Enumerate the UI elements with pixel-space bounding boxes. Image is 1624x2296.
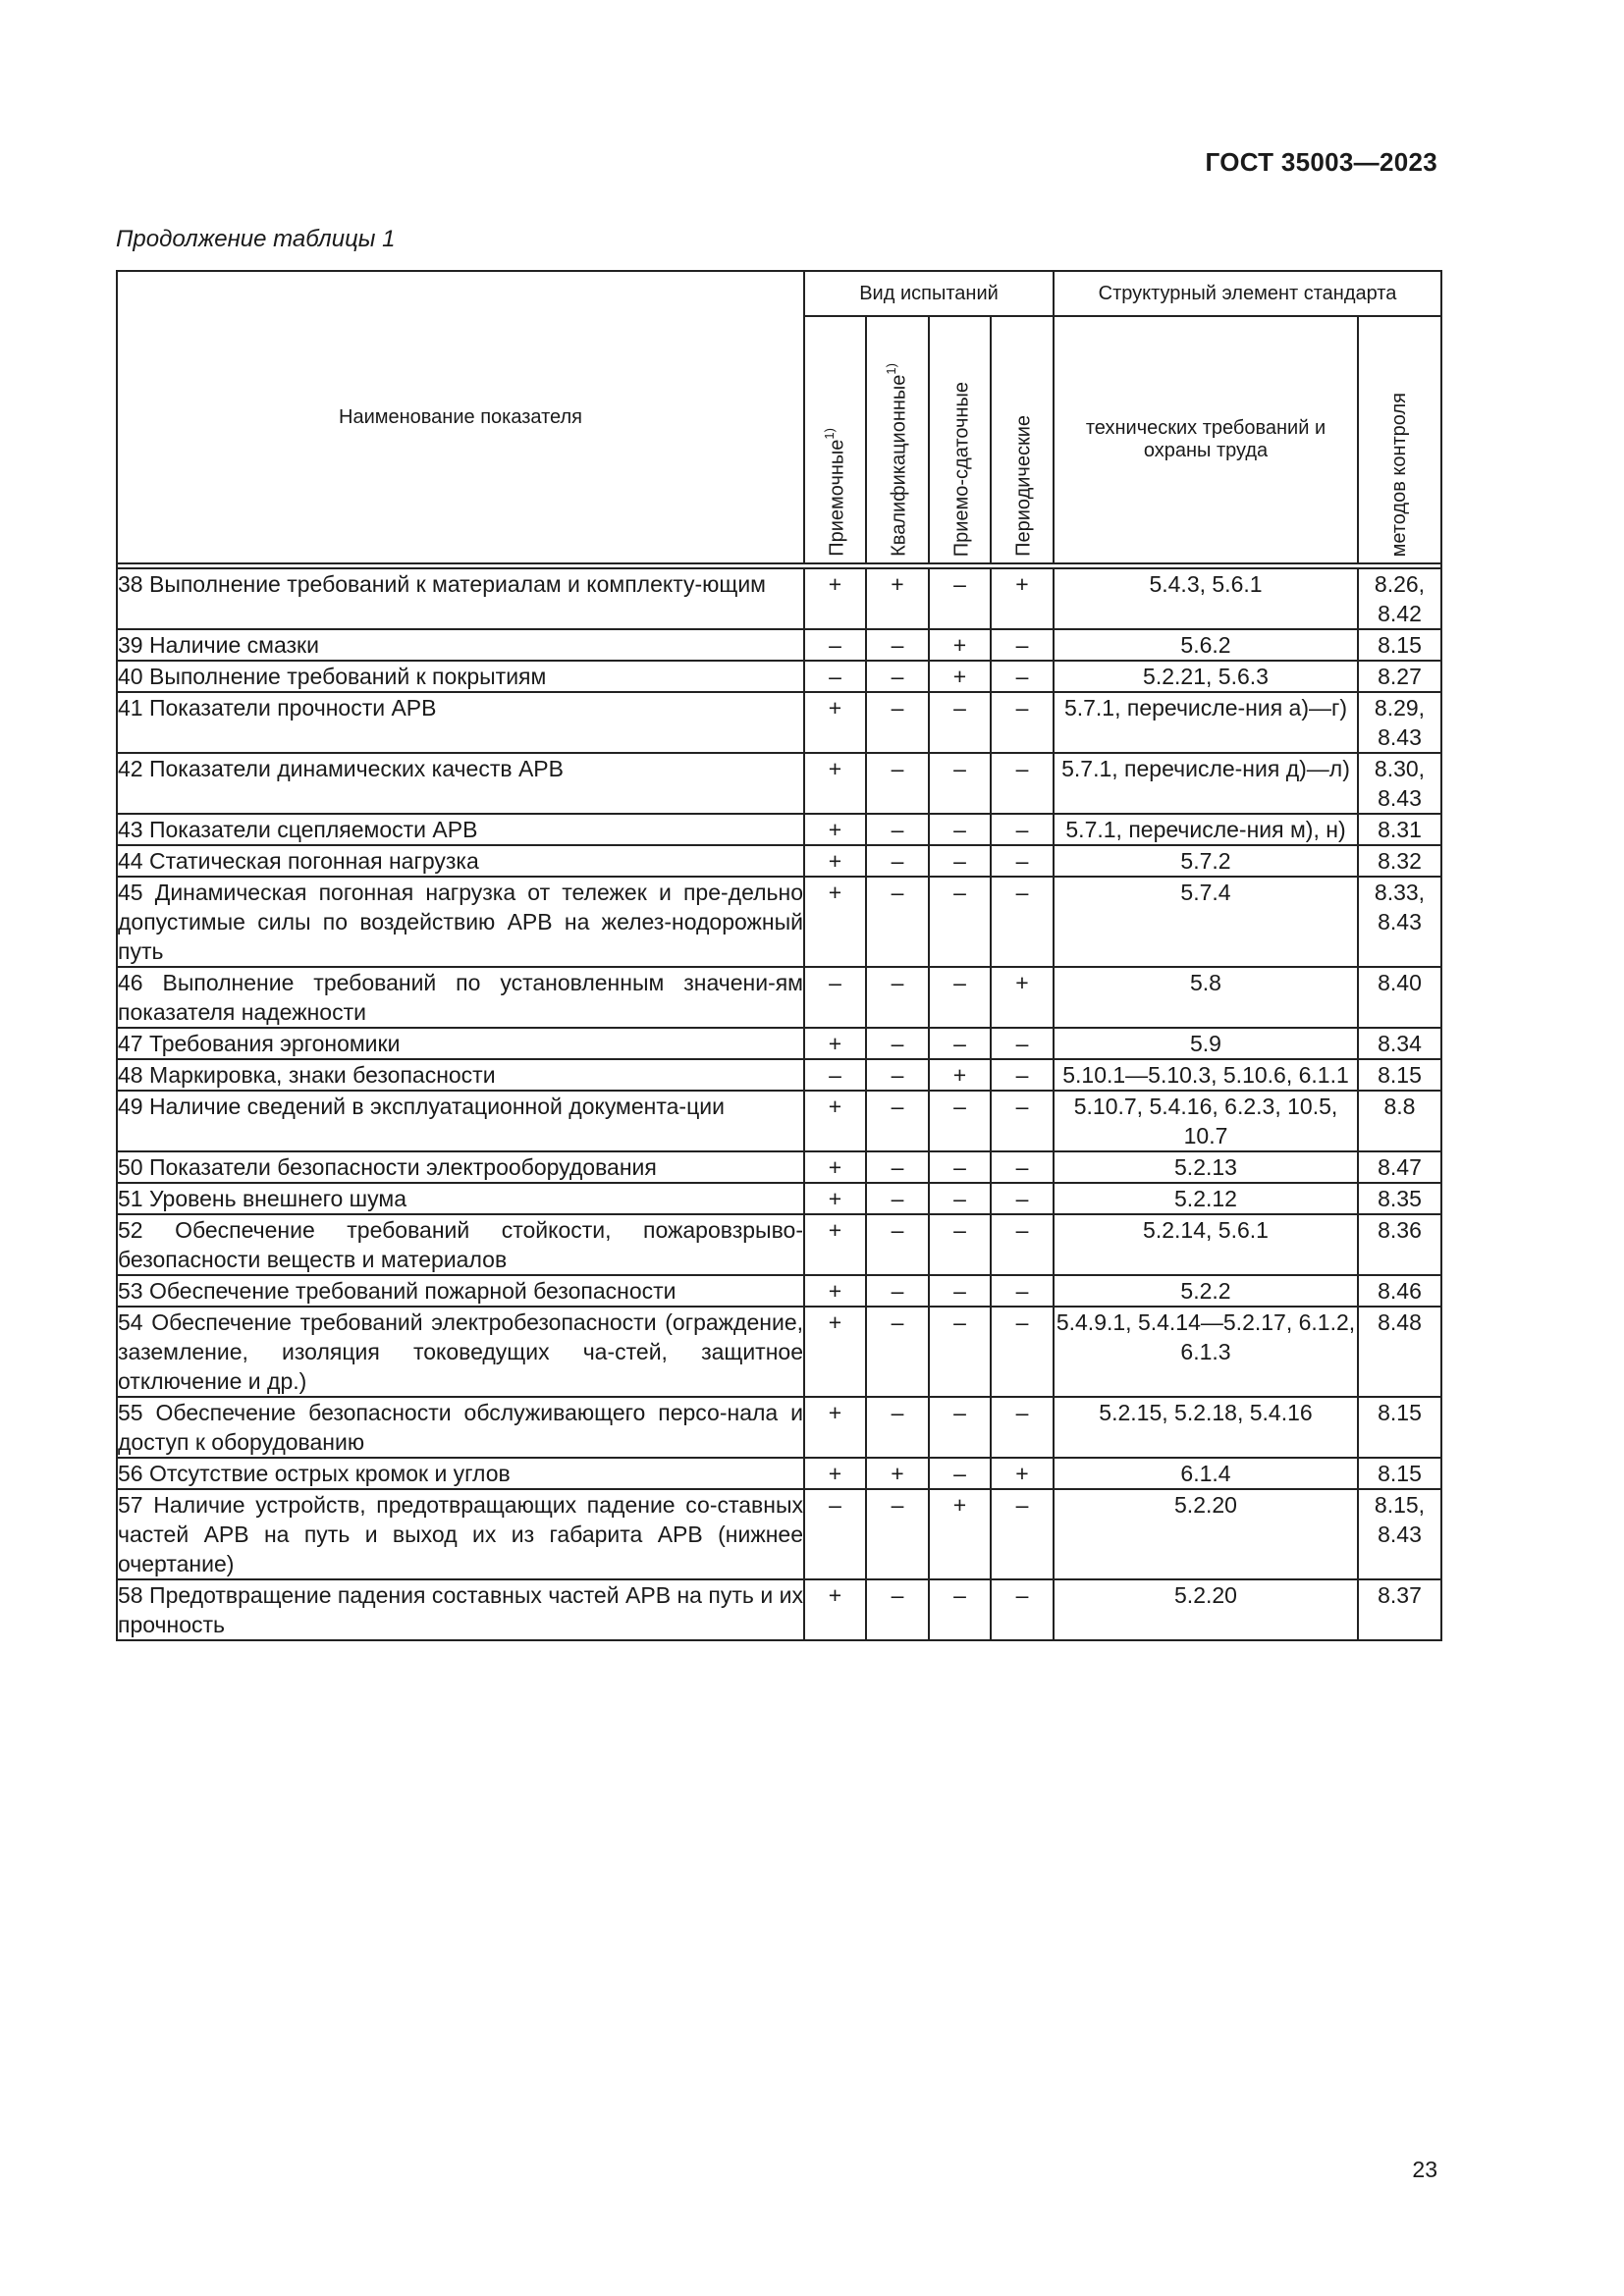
test-mark-cell: +: [804, 877, 866, 967]
test-mark-cell: –: [804, 661, 866, 692]
test-mark-cell: –: [991, 1307, 1054, 1397]
test-mark-cell: –: [991, 1214, 1054, 1275]
control-method-cell: 8.40: [1358, 967, 1441, 1028]
table-row: [117, 1059, 1441, 1091]
test-mark-cell: +: [991, 568, 1054, 629]
control-method-cell: 8.15: [1358, 1059, 1441, 1091]
test-mark-cell: +: [804, 1028, 866, 1059]
test-mark-cell: –: [929, 877, 991, 967]
table-row: [117, 877, 1441, 967]
test-mark-cell: +: [804, 814, 866, 845]
test-mark-cell: +: [804, 1458, 866, 1489]
test-mark-cell: –: [991, 1028, 1054, 1059]
test-mark-cell: +: [804, 692, 866, 753]
technical-requirements-cell: 5.4.3, 5.6.1: [1054, 568, 1358, 629]
test-mark-cell: –: [866, 877, 929, 967]
test-mark-cell: –: [866, 692, 929, 753]
table-row: [117, 753, 1441, 814]
control-method-cell: 8.47: [1358, 1151, 1441, 1183]
test-mark-cell: +: [804, 1579, 866, 1640]
test-mark-cell: –: [866, 1028, 929, 1059]
test-mark-cell: –: [929, 845, 991, 877]
table-row: [117, 1214, 1441, 1275]
indicator-name-cell: 49 Наличие сведений в эксплуатационной документа-ции: [117, 1091, 804, 1151]
indicators-table: [116, 270, 1442, 1641]
table-row: [117, 1091, 1441, 1151]
test-mark-cell: –: [991, 1397, 1054, 1458]
test-mark-cell: –: [804, 1489, 866, 1579]
control-method-cell: 8.32: [1358, 845, 1441, 877]
table-row: [117, 1183, 1441, 1214]
table-continuation-label: Продолжение таблицы 1: [116, 226, 396, 252]
test-mark-cell: +: [804, 1397, 866, 1458]
technical-requirements-cell: 5.2.14, 5.6.1: [1054, 1214, 1358, 1275]
test-mark-cell: –: [929, 568, 991, 629]
test-mark-cell: –: [991, 1091, 1054, 1151]
control-method-cell: 8.48: [1358, 1307, 1441, 1397]
test-mark-cell: –: [991, 661, 1054, 692]
table-row: [117, 1489, 1441, 1579]
technical-requirements-cell: 5.2.12: [1054, 1183, 1358, 1214]
test-mark-cell: –: [866, 1183, 929, 1214]
test-mark-cell: –: [866, 1275, 929, 1307]
test-mark-cell: –: [991, 1579, 1054, 1640]
control-method-cell: 8.26, 8.42: [1358, 568, 1441, 629]
test-mark-cell: –: [929, 1307, 991, 1397]
column-header-technical-requirements: технических требований и охраны труда: [1054, 316, 1358, 563]
test-mark-cell: –: [804, 629, 866, 661]
control-method-cell: 8.29, 8.43: [1358, 692, 1441, 753]
control-method-cell: 8.15: [1358, 1397, 1441, 1458]
technical-requirements-cell: 5.8: [1054, 967, 1358, 1028]
test-mark-cell: +: [804, 1091, 866, 1151]
table-row: [117, 1458, 1441, 1489]
indicator-name-cell: 45 Динамическая погонная нагрузка от тележек и пре-дельно допустимые силы по воздействию АРВ на желез-нодорожный путь: [117, 877, 804, 967]
technical-requirements-cell: 5.7.1, перечисле-ния м), н): [1054, 814, 1358, 845]
indicator-name-cell: 58 Предотвращение падения составных частей АРВ на путь и их прочность: [117, 1579, 804, 1640]
test-mark-cell: –: [991, 845, 1054, 877]
table-body: [117, 568, 1441, 1640]
control-method-cell: 8.15, 8.43: [1358, 1489, 1441, 1579]
technical-requirements-cell: 5.7.4: [1054, 877, 1358, 967]
test-mark-cell: –: [804, 1059, 866, 1091]
control-method-cell: 8.30, 8.43: [1358, 753, 1441, 814]
indicator-name-cell: 52 Обеспечение требований стойкости, пожаровзрыво-безопасности веществ и материалов: [117, 1214, 804, 1275]
test-mark-cell: –: [929, 1183, 991, 1214]
footnote-mark: 1): [821, 428, 837, 440]
indicator-name-cell: 43 Показатели сцепляемости АРВ: [117, 814, 804, 845]
test-mark-cell: –: [991, 877, 1054, 967]
table-row: [117, 814, 1441, 845]
table-row: [117, 845, 1441, 877]
column-group-structural-element: Структурный элемент стандарта: [1054, 271, 1441, 316]
indicator-name-cell: 39 Наличие смазки: [117, 629, 804, 661]
control-method-cell: 8.36: [1358, 1214, 1441, 1275]
indicator-name-cell: 48 Маркировка, знаки безопасности: [117, 1059, 804, 1091]
indicator-name-cell: 56 Отсутствие острых кромок и углов: [117, 1458, 804, 1489]
technical-requirements-cell: 5.6.2: [1054, 629, 1358, 661]
column-header-delivery: [929, 316, 991, 563]
footnote-mark: 1): [884, 363, 899, 375]
document-code: ГОСТ 35003—2023: [1205, 147, 1437, 177]
indicator-name-cell: 44 Статическая погонная нагрузка: [117, 845, 804, 877]
control-method-cell: 8.37: [1358, 1579, 1441, 1640]
control-method-cell: 8.8: [1358, 1091, 1441, 1151]
test-type-label: Приемочные: [826, 439, 848, 557]
column-header-name: Наименование показателя: [117, 271, 804, 563]
test-mark-cell: –: [929, 753, 991, 814]
test-mark-cell: –: [804, 967, 866, 1028]
test-mark-cell: –: [991, 1151, 1054, 1183]
test-mark-cell: –: [866, 1151, 929, 1183]
test-mark-cell: –: [991, 629, 1054, 661]
test-mark-cell: –: [929, 692, 991, 753]
table-row: [117, 1028, 1441, 1059]
test-mark-cell: –: [929, 1214, 991, 1275]
test-type-label: Приемо-сдаточные: [950, 381, 973, 557]
test-mark-cell: +: [804, 1214, 866, 1275]
indicator-name-cell: 54 Обеспечение требований электробезопасности (ограждение, заземление, изоляция токоведущих ча-стей, защитное отключение и др.): [117, 1307, 804, 1397]
test-mark-cell: +: [929, 1489, 991, 1579]
test-mark-cell: +: [991, 967, 1054, 1028]
indicator-name-cell: 38 Выполнение требований к материалам и комплекту-ющим: [117, 568, 804, 629]
column-header-periodic: [991, 316, 1054, 563]
test-mark-cell: +: [866, 1458, 929, 1489]
table-row: [117, 629, 1441, 661]
test-mark-cell: +: [929, 629, 991, 661]
test-mark-cell: –: [929, 1275, 991, 1307]
table-row: [117, 1579, 1441, 1640]
test-mark-cell: +: [804, 753, 866, 814]
technical-requirements-cell: 5.2.2: [1054, 1275, 1358, 1307]
test-type-label: Квалификационные: [888, 374, 910, 557]
test-mark-cell: +: [804, 845, 866, 877]
test-mark-cell: +: [929, 1059, 991, 1091]
control-method-cell: 8.46: [1358, 1275, 1441, 1307]
indicator-name-cell: 57 Наличие устройств, предотвращающих падение со-ставных частей АРВ на путь и выход их из габарита АРВ (нижнее очертание): [117, 1489, 804, 1579]
test-mark-cell: –: [866, 1307, 929, 1397]
test-mark-cell: –: [991, 1059, 1054, 1091]
indicator-name-cell: 40 Выполнение требований к покрытиям: [117, 661, 804, 692]
indicator-name-cell: 42 Показатели динамических качеств АРВ: [117, 753, 804, 814]
test-mark-cell: +: [804, 1307, 866, 1397]
table-row: [117, 692, 1441, 753]
test-mark-cell: +: [804, 1151, 866, 1183]
test-mark-cell: +: [991, 1458, 1054, 1489]
technical-requirements-cell: 5.2.15, 5.2.18, 5.4.16: [1054, 1397, 1358, 1458]
test-mark-cell: –: [866, 1059, 929, 1091]
test-mark-cell: –: [929, 1458, 991, 1489]
control-method-cell: 8.33, 8.43: [1358, 877, 1441, 967]
indicator-name-cell: 47 Требования эргономики: [117, 1028, 804, 1059]
test-type-label: Периодические: [1012, 415, 1035, 557]
test-mark-cell: –: [929, 967, 991, 1028]
test-mark-cell: –: [991, 692, 1054, 753]
table-row: [117, 1275, 1441, 1307]
test-mark-cell: –: [866, 1397, 929, 1458]
indicator-name-cell: 46 Выполнение требований по установленным значени-ям показателя надежности: [117, 967, 804, 1028]
control-method-cell: 8.15: [1358, 629, 1441, 661]
indicator-name-cell: 51 Уровень внешнего шума: [117, 1183, 804, 1214]
test-mark-cell: –: [929, 1151, 991, 1183]
indicator-name-cell: 41 Показатели прочности АРВ: [117, 692, 804, 753]
test-mark-cell: –: [991, 1489, 1054, 1579]
page-number: 23: [1412, 2157, 1437, 2182]
test-mark-cell: –: [991, 1183, 1054, 1214]
control-method-cell: 8.31: [1358, 814, 1441, 845]
test-mark-cell: +: [866, 568, 929, 629]
test-mark-cell: +: [804, 1183, 866, 1214]
technical-requirements-cell: 5.10.7, 5.4.16, 6.2.3, 10.5, 10.7: [1054, 1091, 1358, 1151]
column-header-acceptance: [804, 316, 866, 563]
column-group-test-types: Вид испытаний: [804, 271, 1054, 316]
indicator-name-cell: 55 Обеспечение безопасности обслуживающего персо-нала и доступ к оборудованию: [117, 1397, 804, 1458]
technical-requirements-cell: 5.7.1, перечисле-ния д)—л): [1054, 753, 1358, 814]
test-mark-cell: +: [804, 1275, 866, 1307]
test-mark-cell: –: [991, 1275, 1054, 1307]
test-mark-cell: –: [866, 1214, 929, 1275]
technical-requirements-cell: 5.7.1, перечисле-ния а)—г): [1054, 692, 1358, 753]
test-mark-cell: –: [929, 1091, 991, 1151]
test-mark-cell: –: [866, 967, 929, 1028]
technical-requirements-cell: 5.10.1—5.10.3, 5.10.6, 6.1.1: [1054, 1059, 1358, 1091]
test-mark-cell: –: [929, 1579, 991, 1640]
test-mark-cell: –: [929, 1397, 991, 1458]
test-mark-cell: +: [804, 568, 866, 629]
test-mark-cell: –: [866, 753, 929, 814]
control-method-cell: 8.35: [1358, 1183, 1441, 1214]
test-mark-cell: –: [866, 661, 929, 692]
control-method-cell: 8.34: [1358, 1028, 1441, 1059]
test-mark-cell: –: [929, 1028, 991, 1059]
technical-requirements-cell: 5.7.2: [1054, 845, 1358, 877]
technical-requirements-cell: 5.4.9.1, 5.4.14—5.2.17, 6.1.2, 6.1.3: [1054, 1307, 1358, 1397]
table-row: [117, 568, 1441, 629]
control-method-cell: 8.15: [1358, 1458, 1441, 1489]
table-row: [117, 967, 1441, 1028]
test-mark-cell: –: [866, 1489, 929, 1579]
indicator-name-cell: 50 Показатели безопасности электрооборудования: [117, 1151, 804, 1183]
table-row: [117, 1397, 1441, 1458]
table-row: [117, 661, 1441, 692]
test-mark-cell: –: [866, 629, 929, 661]
technical-requirements-cell: 6.1.4: [1054, 1458, 1358, 1489]
table-row: [117, 1151, 1441, 1183]
test-mark-cell: –: [991, 753, 1054, 814]
technical-requirements-cell: 5.2.20: [1054, 1489, 1358, 1579]
test-mark-cell: –: [866, 1091, 929, 1151]
test-mark-cell: –: [866, 814, 929, 845]
table-row: [117, 1307, 1441, 1397]
test-mark-cell: –: [866, 845, 929, 877]
column-header-control-methods: методов контроля: [1358, 316, 1441, 563]
technical-requirements-cell: 5.2.13: [1054, 1151, 1358, 1183]
technical-requirements-cell: 5.2.21, 5.6.3: [1054, 661, 1358, 692]
test-mark-cell: –: [929, 814, 991, 845]
control-method-cell: 8.27: [1358, 661, 1441, 692]
test-mark-cell: –: [866, 1579, 929, 1640]
test-mark-cell: –: [991, 814, 1054, 845]
technical-requirements-cell: 5.2.20: [1054, 1579, 1358, 1640]
indicator-name-cell: 53 Обеспечение требований пожарной безопасности: [117, 1275, 804, 1307]
column-header-qualification: [866, 316, 929, 563]
test-mark-cell: +: [929, 661, 991, 692]
technical-requirements-cell: 5.9: [1054, 1028, 1358, 1059]
